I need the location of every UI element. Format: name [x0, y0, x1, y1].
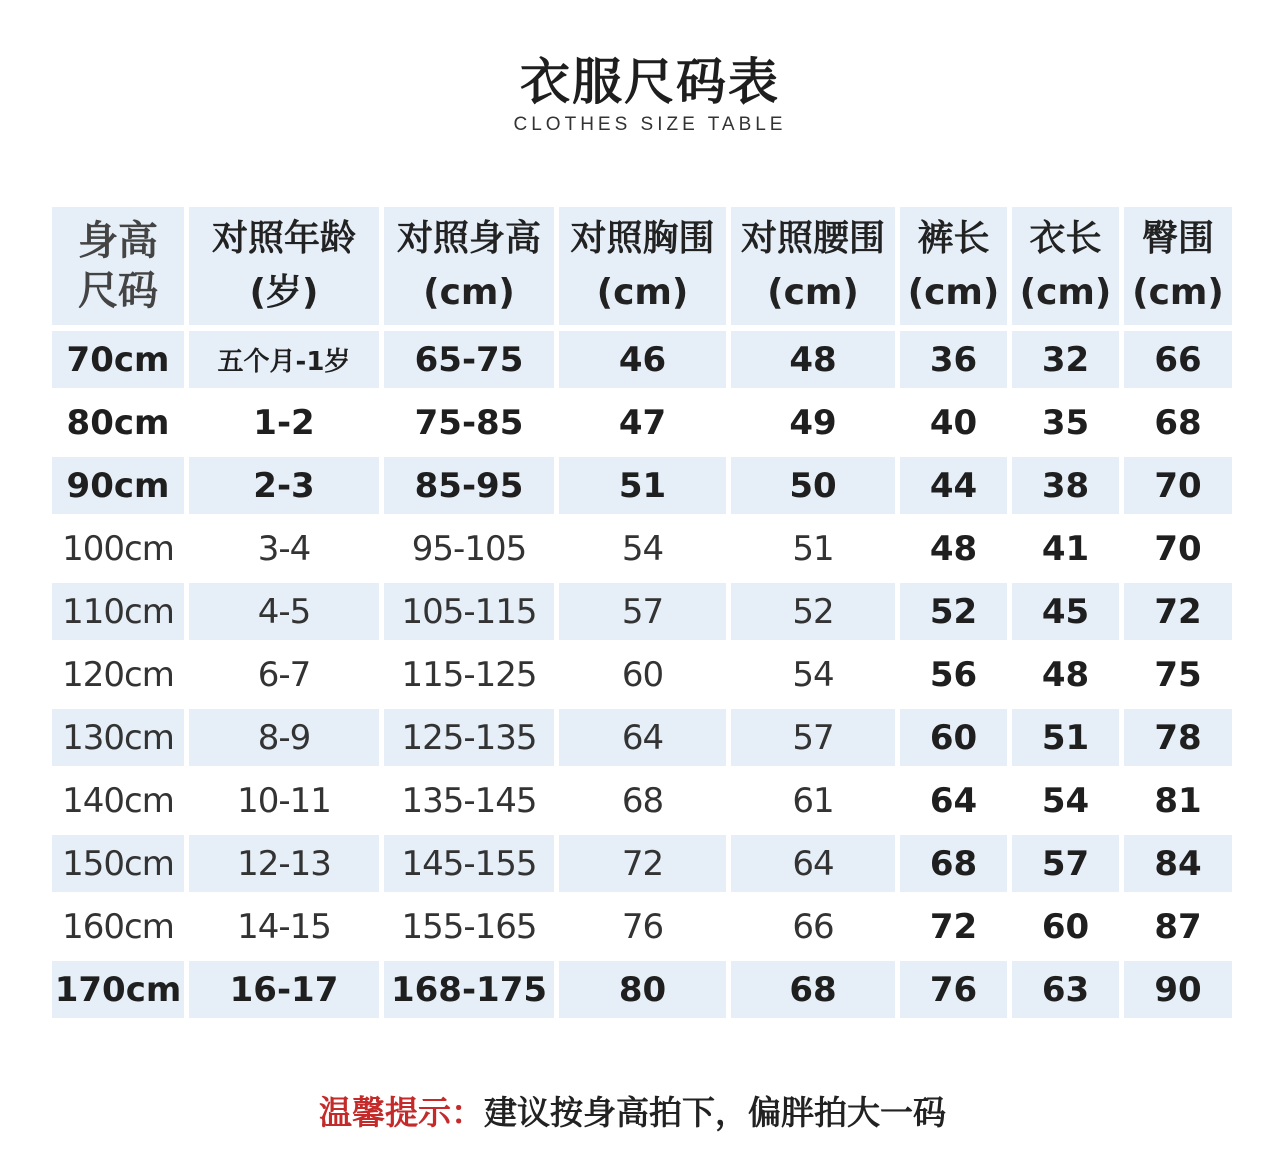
table-row	[52, 646, 1232, 703]
cell-chest: 72	[559, 835, 726, 892]
table-row	[52, 331, 1232, 388]
table-row	[52, 835, 1232, 892]
cell-hip: 72	[1124, 583, 1232, 640]
cell-height: 105-115	[384, 583, 554, 640]
cell-hip: 78	[1124, 709, 1232, 766]
cell-top-length: 38	[1012, 457, 1119, 514]
size-tip	[0, 1087, 1265, 1134]
page-subtitle: CLOTHES SIZE TABLE	[513, 114, 787, 135]
header-size: 身高 尺码	[52, 207, 184, 325]
cell-top-length: 48	[1041, 654, 1090, 695]
cell-size: 130cm	[52, 709, 184, 766]
cell-pants-length: 52	[900, 583, 1007, 640]
cell-chest: 46	[559, 331, 726, 388]
cell-height: 95-105	[411, 528, 527, 569]
cell-age: 2-3	[189, 457, 379, 514]
cell-hip: 81	[1154, 780, 1202, 821]
cell-waist: 68	[731, 961, 895, 1018]
tip-label: 温馨提示：	[319, 1093, 484, 1132]
cell-waist: 61	[792, 780, 834, 821]
table-row	[52, 898, 1232, 955]
cell-hip: 75	[1154, 654, 1202, 695]
table-row	[52, 520, 1232, 577]
header-hip: 臀围 (cm)	[1124, 207, 1232, 325]
cell-age: 五个月-1岁	[189, 331, 379, 388]
cell-chest: 68	[621, 780, 664, 821]
cell-height: 65-75	[384, 331, 554, 388]
cell-waist: 57	[731, 709, 895, 766]
cell-waist: 64	[731, 835, 895, 892]
page-title: 衣服尺码表	[520, 53, 780, 111]
cell-top-length: 45	[1012, 583, 1119, 640]
cell-age: 16-17	[189, 961, 379, 1018]
cell-size: 90cm	[52, 457, 184, 514]
header-height: 对照身高 (cm)	[384, 207, 554, 325]
size-table	[47, 201, 1237, 1024]
cell-pants-length: 40	[929, 402, 978, 443]
cell-chest: 80	[559, 961, 726, 1018]
cell-size: 160cm	[62, 906, 174, 947]
cell-chest: 54	[621, 528, 664, 569]
header-chest: 对照胸围 (cm)	[559, 207, 726, 325]
cell-waist: 48	[731, 331, 895, 388]
cell-pants-length: 56	[929, 654, 978, 695]
cell-height: 168-175	[384, 961, 554, 1018]
cell-hip: 70	[1154, 528, 1202, 569]
cell-pants-length: 36	[900, 331, 1007, 388]
cell-height: 125-135	[384, 709, 554, 766]
cell-age: 4-5	[189, 583, 379, 640]
table-row	[52, 961, 1232, 1018]
cell-pants-length: 60	[900, 709, 1007, 766]
cell-top-length: 63	[1012, 961, 1119, 1018]
cell-height: 135-145	[401, 780, 537, 821]
cell-chest: 47	[618, 402, 667, 443]
cell-chest: 76	[621, 906, 664, 947]
cell-size: 170cm	[52, 961, 184, 1018]
cell-age: 1-2	[253, 402, 315, 443]
cell-waist: 54	[792, 654, 834, 695]
table-row	[52, 772, 1232, 829]
cell-height: 145-155	[384, 835, 554, 892]
cell-pants-length: 48	[929, 528, 978, 569]
cell-pants-length: 44	[900, 457, 1007, 514]
cell-top-length: 41	[1041, 528, 1090, 569]
cell-top-length: 51	[1012, 709, 1119, 766]
cell-age: 6-7	[257, 654, 311, 695]
header-top-length: 衣长 (cm)	[1012, 207, 1119, 325]
table-row	[52, 709, 1232, 766]
cell-age: 10-11	[237, 780, 331, 821]
header-row	[52, 207, 1232, 325]
cell-hip: 87	[1154, 906, 1202, 947]
cell-top-length: 57	[1012, 835, 1119, 892]
header-pants-length: 裤长 (cm)	[900, 207, 1007, 325]
cell-size: 70cm	[52, 331, 184, 388]
cell-age: 14-15	[237, 906, 331, 947]
cell-pants-length: 76	[900, 961, 1007, 1018]
cell-top-length: 35	[1041, 402, 1090, 443]
cell-top-length: 32	[1012, 331, 1119, 388]
cell-height: 155-165	[401, 906, 537, 947]
cell-pants-length: 68	[900, 835, 1007, 892]
cell-chest: 60	[621, 654, 664, 695]
table-row	[52, 583, 1232, 640]
cell-waist: 51	[792, 528, 834, 569]
cell-hip: 66	[1124, 331, 1232, 388]
cell-height: 85-95	[384, 457, 554, 514]
cell-hip: 90	[1124, 961, 1232, 1018]
cell-age: 12-13	[189, 835, 379, 892]
cell-hip: 84	[1124, 835, 1232, 892]
header-waist: 对照腰围 (cm)	[731, 207, 895, 325]
cell-size: 140cm	[62, 780, 174, 821]
tip-text: 建议按身高拍下，偏胖拍大一码	[484, 1093, 946, 1132]
cell-size: 80cm	[66, 402, 170, 443]
cell-top-length: 60	[1041, 906, 1090, 947]
table-row	[52, 457, 1232, 514]
cell-pants-length: 72	[929, 906, 978, 947]
cell-size: 110cm	[52, 583, 184, 640]
cell-chest: 57	[559, 583, 726, 640]
cell-size: 100cm	[62, 528, 174, 569]
cell-waist: 50	[731, 457, 895, 514]
cell-top-length: 54	[1041, 780, 1090, 821]
cell-chest: 51	[559, 457, 726, 514]
cell-waist: 49	[789, 402, 837, 443]
cell-waist: 52	[731, 583, 895, 640]
table-row	[52, 394, 1232, 451]
cell-age: 8-9	[189, 709, 379, 766]
cell-hip: 68	[1154, 402, 1202, 443]
cell-size: 120cm	[62, 654, 174, 695]
cell-size: 150cm	[52, 835, 184, 892]
cell-height: 75-85	[414, 402, 524, 443]
cell-age: 3-4	[257, 528, 311, 569]
cell-height: 115-125	[401, 654, 537, 695]
header-age: 对照年龄 (岁)	[189, 207, 379, 325]
cell-waist: 66	[792, 906, 834, 947]
cell-chest: 64	[559, 709, 726, 766]
cell-hip: 70	[1124, 457, 1232, 514]
cell-pants-length: 64	[929, 780, 978, 821]
